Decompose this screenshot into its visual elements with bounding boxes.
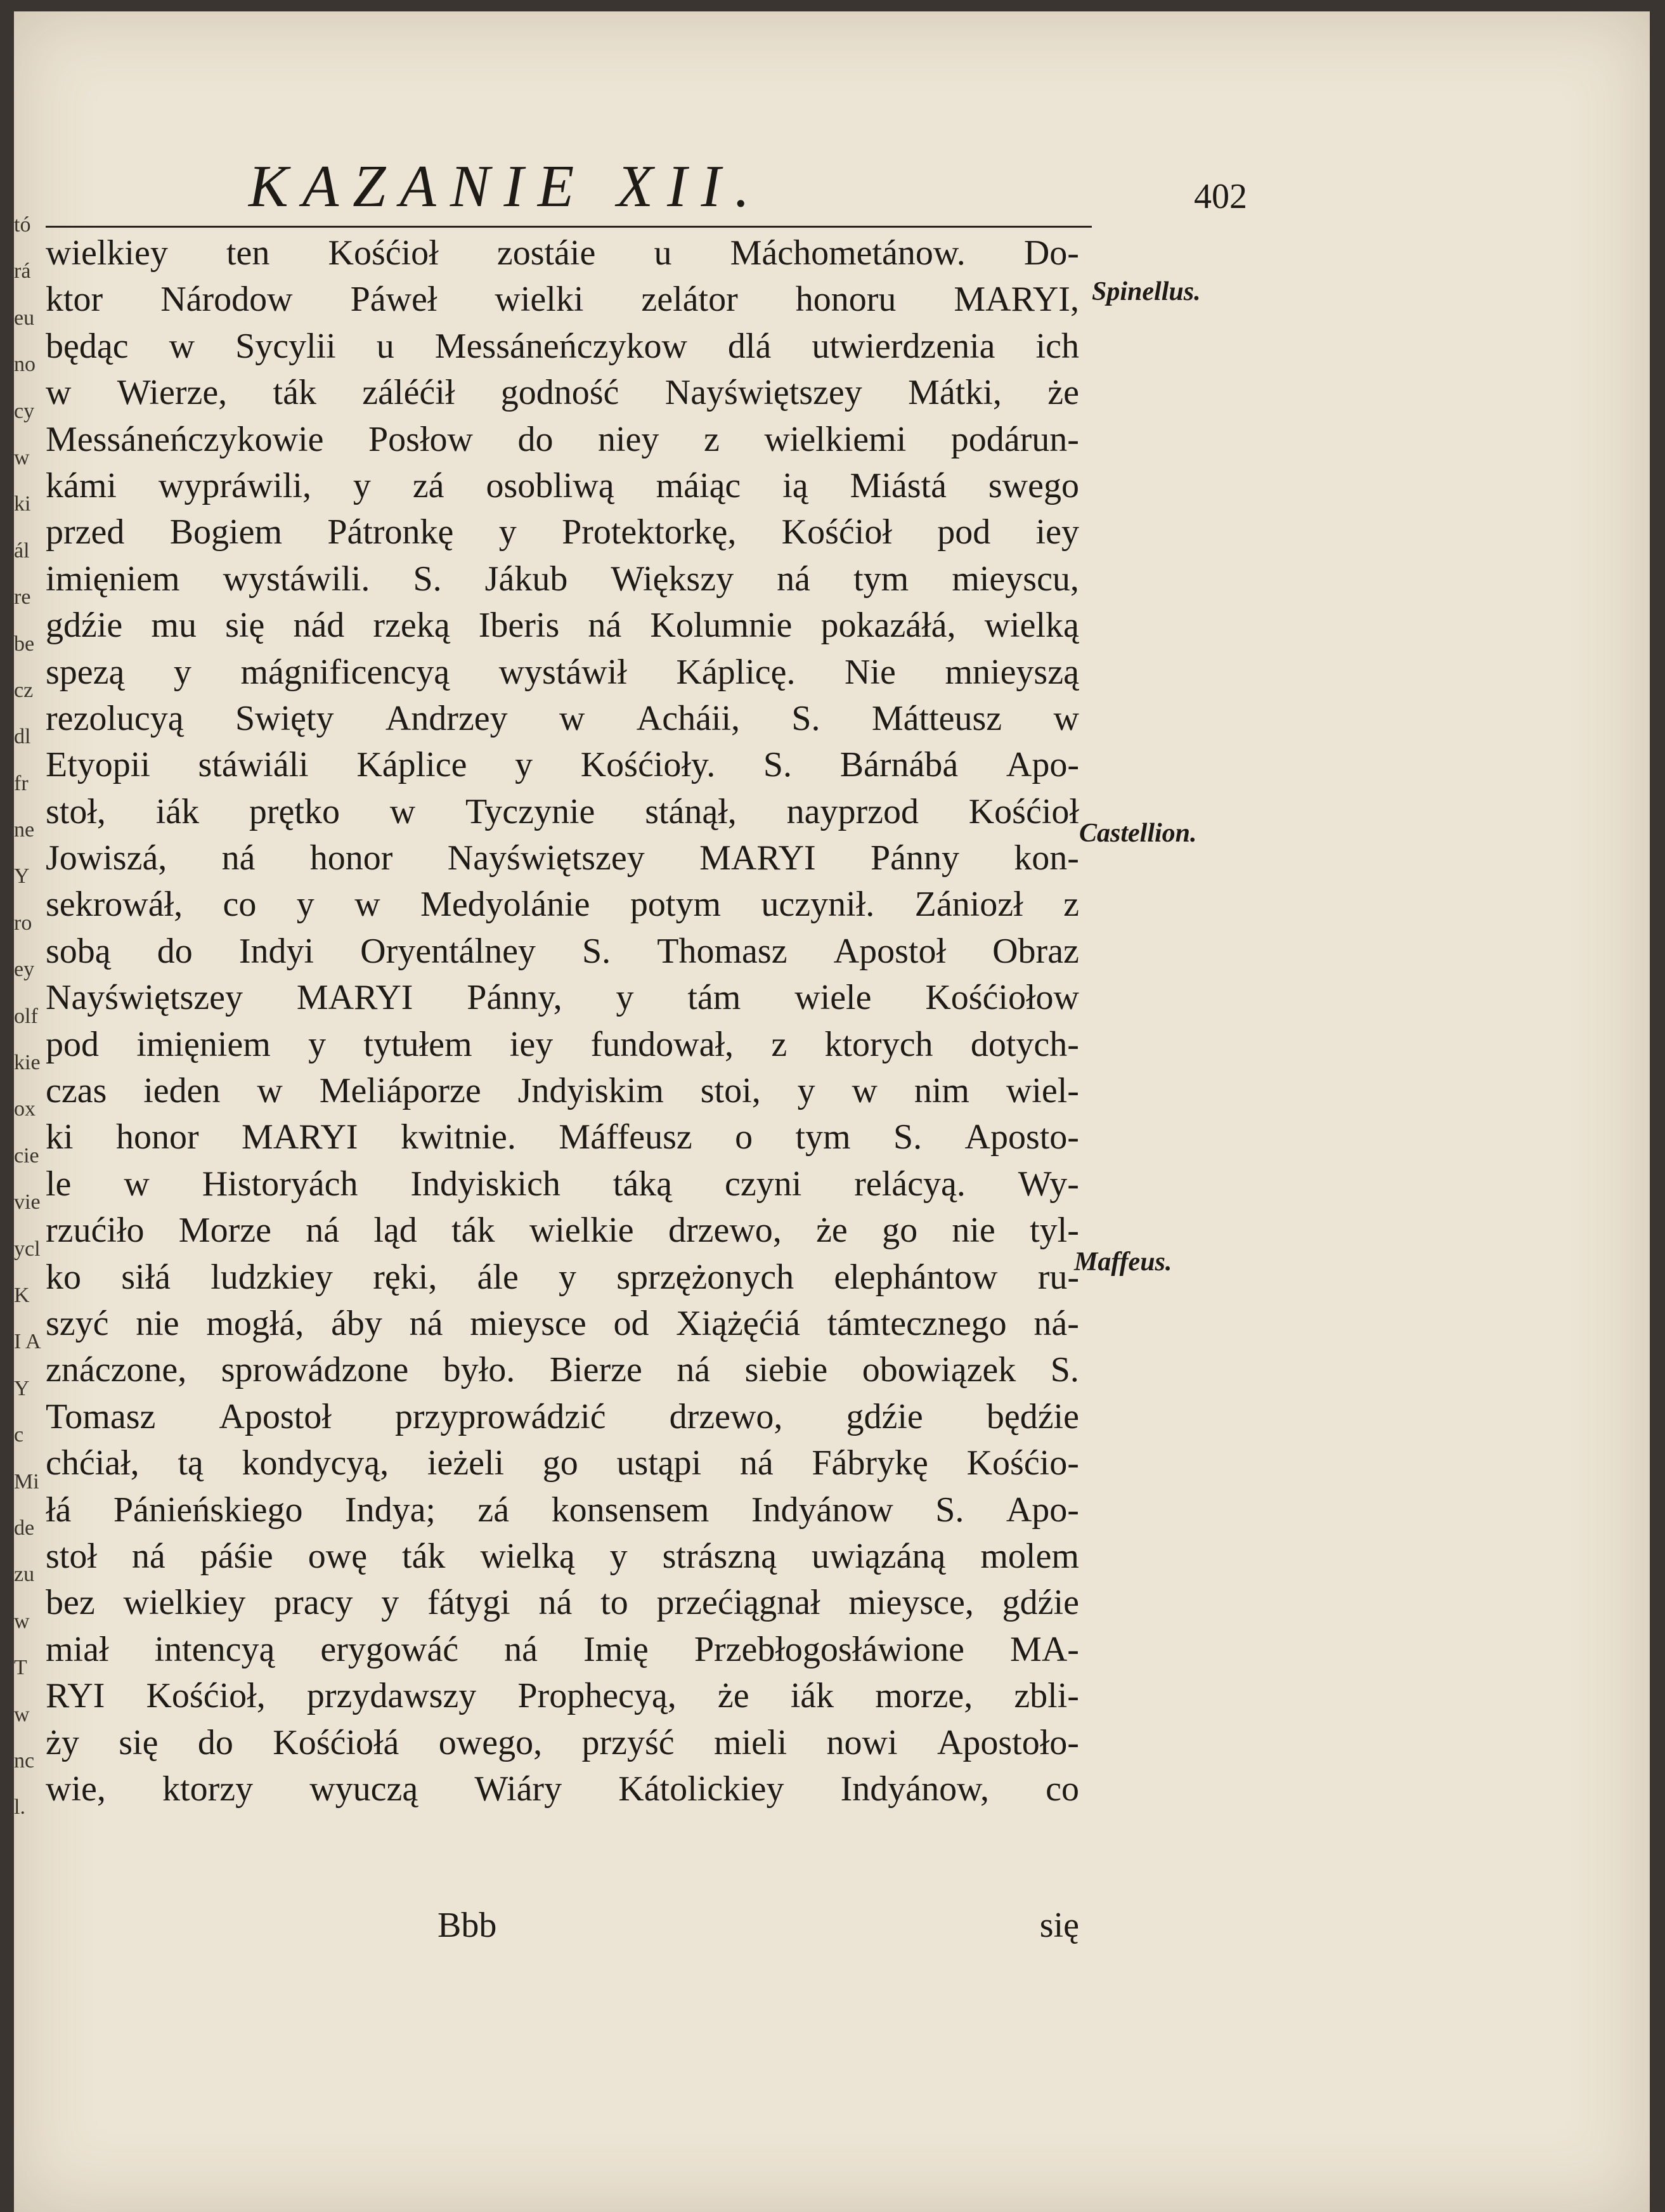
text-line: Jowiszá, ná honor Nayświętszey MARYI Pánny kon- [46,838,1079,878]
text-line: szyć nie mogłá, áby ná mieysce od Xiążęćiá támtecznego ná- [46,1303,1079,1343]
edge-fragment: de [14,1516,35,1540]
running-title: KAZANIE XII. [249,153,764,219]
edge-fragment: T [14,1656,27,1680]
text-line: przed Bogiem Pátronkę y Protektorkę, Kośćioł pod iey [46,512,1079,552]
text-line: Nayświętszey MARYI Pánny, y tám wiele Kośćiołow [46,978,1079,1018]
text-line: stoł ná páśie owę ták wielką y strászną uwiązáną molem [46,1536,1079,1576]
text-line: ki honor MARYI kwitnie. Máffeusz o tym S. Aposto- [46,1117,1079,1157]
edge-fragment: Y [14,864,30,888]
edge-fragment: no [14,353,36,377]
text-line: sekrowáł, co y w Medyolánie potym uczynił. Zániozł z [46,885,1079,925]
edge-fragment: ál [14,538,30,563]
text-line: le w Historyách Indyiskich táką czyni relácyą. Wy- [46,1164,1079,1204]
edge-fragment: be [14,632,35,656]
edge-fragment: l. [14,1795,25,1819]
edge-fragment: Y [14,1376,30,1400]
text-line: będąc w Sycylii u Messáneńczykow dlá utwierdzenia ich [46,326,1079,366]
edge-fragment: w [14,1609,30,1633]
text-line: Tomasz Apostoł przyprowádzić drzewo, gdźie będźie [46,1396,1079,1436]
edge-fragment: cy [14,399,35,423]
edge-fragment: ro [14,911,32,935]
edge-fragment: eu [14,306,35,330]
margin-note-maffeus: Maffeus. [1074,1247,1172,1277]
edge-fragment: I A [14,1330,41,1354]
text-line: imięniem wystáwili. S. Jákub Większy ná tym mieyscu, [46,559,1079,599]
text-line: wielkiey ten Kośćioł zostáie u Máchometánow. Do- [46,233,1079,273]
text-line: Etyopii stáwiáli Káplice y Kośćioły. S. Bárnábá Apo- [46,745,1079,785]
edge-fragment: ey [14,958,35,982]
edge-fragment: rá [14,259,31,283]
text-line: RYI Kośćioł, przydawszy Prophecyą, że iák morze, zbli- [46,1676,1079,1716]
text-line: stoł, iák prętko w Tyczynie stánął, nayprzod Kośćioł [46,791,1079,831]
edge-fragment: K [14,1283,30,1307]
text-line: ko siłá ludzkiey ręki, ále y sprzężonych elephántow ru- [46,1257,1079,1297]
text-line: ktor Národow Páweł wielki zelátor honoru MARYI, [46,280,1079,320]
edge-fragment: olf [14,1004,38,1028]
edge-fragment: zu [14,1563,35,1587]
edge-fragment: ne [14,818,35,842]
edge-fragment: vie [14,1190,41,1214]
edge-fragment: w [14,445,30,469]
text-line: ży się do Kośćiołá owego, przyść mieli nowi Apostoło- [46,1722,1079,1762]
text-line: rezolucyą Swięty Andrzey w Acháii, S. Mátteusz w [46,698,1079,738]
edge-fragment: w [14,1702,30,1726]
book-page [14,11,1650,2212]
margin-note-spinellus: Spinellus. [1092,277,1201,306]
text-line: spezą y mágnificencyą wystáwił Káplicę. Nie mnieyszą [46,652,1079,692]
text-line: łá Pánieńskiego Indya; zá konsensem Indyánow S. Apo- [46,1490,1079,1530]
edge-fragment: ycl [14,1237,41,1261]
edge-fragment: kie [14,1051,41,1075]
header-rule [46,226,1092,228]
text-line: wie, ktorzy wyuczą Wiáry Kátolickiey Indyánow, co [46,1769,1079,1809]
text-line: kámi wypráwili, y zá osobliwą máiąc ią Miástá swego [46,465,1079,505]
text-line: bez wielkiey pracy y fátygi ná to przećiągnał mieysce, gdźie [46,1583,1079,1623]
text-line: gdźie mu się nád rzeką Iberis ná Kolumnie pokazáłá, wielką [46,606,1079,646]
edge-fragment: c [14,1423,24,1447]
page-header [191,145,1247,227]
previous-page-edge [14,202,43,1914]
margin-note-castellion: Castellion. [1079,819,1197,848]
edge-fragment: ki [14,492,31,516]
text-line: miał intencyą erygowáć ná Imię Przebłogosłáwione MA- [46,1629,1079,1669]
edge-fragment: Mi [14,1469,39,1493]
text-line: Messáneńczykowie Posłow do niey z wielkiemi podárun- [46,419,1079,459]
signature-mark: Bbb [437,1906,497,1945]
edge-fragment: nc [14,1748,35,1773]
body-text [46,230,1079,1812]
edge-fragment: ox [14,1097,36,1121]
edge-fragment: re [14,585,31,609]
text-line: czas ieden w Meliáporze Jndyiskim stoi, y w nim wiel- [46,1071,1079,1111]
catchword: się [1039,1906,1079,1945]
edge-fragment: tó [14,213,31,237]
text-line: w Wierze, ták záléćił godność Nayświętszey Mátki, że [46,373,1079,413]
edge-fragment: cie [14,1143,39,1168]
edge-fragment: dl [14,725,31,749]
text-line: znáczone, sprowádzone było. Bierze ná siebie obowiązek S. [46,1350,1079,1390]
footer-line [46,1905,1079,1951]
edge-fragment: cz [14,678,34,702]
text-line: chćiał, tą kondycyą, ieżeli go ustąpi ná Fábrykę Kośćio- [46,1443,1079,1483]
text-line: sobą do Indyi Oryentálney S. Thomasz Apostoł Obraz [46,931,1079,971]
text-line: pod imięniem y tytułem iey fundował, z ktorych dotych- [46,1024,1079,1064]
edge-fragment: fr [14,771,29,795]
text-line: rzućiło Morze ná ląd ták wielkie drzewo, że go nie tyl- [46,1211,1079,1251]
page-number: 402 [1194,177,1247,216]
